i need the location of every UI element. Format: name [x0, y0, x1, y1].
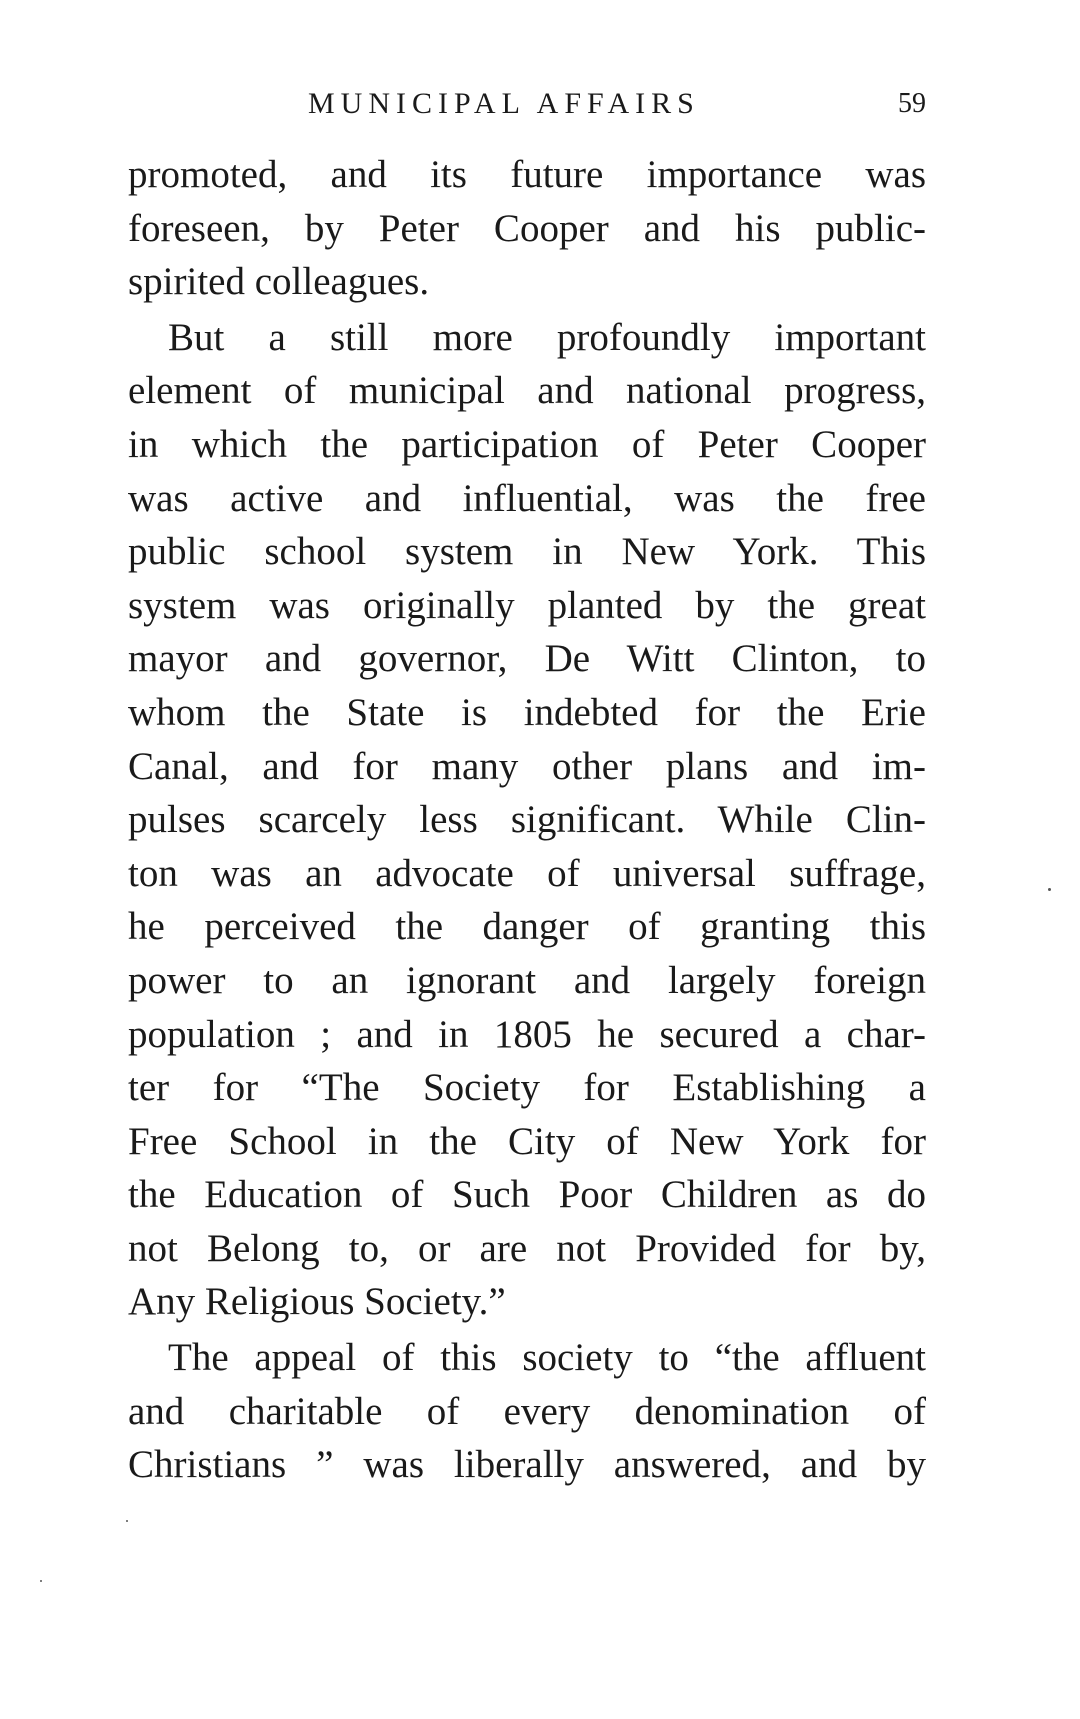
text-line: Christians ” was liberally answered, and by — [128, 1443, 926, 1487]
text-line: whom the State is indebted for the Erie — [128, 690, 926, 734]
text-line: power to an ignorant and largely foreign — [128, 958, 926, 1002]
text-line: Any Religious Society.” — [128, 1280, 506, 1324]
paper-speck — [126, 1520, 128, 1522]
text-line: in which the participation of Peter Cooper — [128, 422, 926, 466]
text-line: system was originally planted by the great — [128, 583, 926, 627]
text-line: population ; and in 1805 he secured a char- — [128, 1012, 926, 1056]
text-line: Canal, and for many other plans and im- — [128, 744, 926, 788]
text-line: But a still more profoundly important — [168, 315, 926, 359]
text-line: was active and influential, was the free — [128, 476, 926, 520]
text-line: the Education of Such Poor Children as do — [128, 1173, 926, 1217]
paragraph — [128, 311, 926, 1329]
running-head-title: MUNICIPAL AFFAIRS — [308, 87, 700, 120]
text-line: not Belong to, or are not Provided for by, — [128, 1226, 926, 1270]
text-line: Free School in the City of New York for — [128, 1119, 926, 1163]
text-line: ter for “The Society for Establishing a — [128, 1066, 926, 1110]
text-line: he perceived the danger of granting this — [128, 905, 926, 949]
text-line: promoted, and its future importance was — [128, 153, 926, 196]
text-line: spirited colleagues. — [128, 260, 430, 304]
text-line: element of municipal and national progress, — [128, 369, 926, 413]
paragraph — [128, 1331, 926, 1492]
text-line: and charitable of every denomination of — [128, 1389, 926, 1433]
body-text — [128, 148, 926, 1492]
text-line: pulses scarcely less significant. While Clin- — [128, 798, 926, 842]
text-line: The appeal of this society to “the affluent — [168, 1336, 926, 1380]
paper-speck — [1048, 888, 1051, 891]
text-line: public school system in New York. This — [128, 530, 926, 574]
page-number: 59 — [898, 88, 926, 119]
text-line: ton was an advocate of universal suffrage, — [128, 851, 926, 895]
text-line: mayor and governor, De Witt Clinton, to — [128, 637, 926, 681]
text-line: foreseen, by Peter Cooper and his public- — [128, 206, 926, 250]
paper-speck — [40, 1580, 42, 1582]
running-head — [128, 82, 926, 126]
paragraph — [128, 148, 926, 309]
